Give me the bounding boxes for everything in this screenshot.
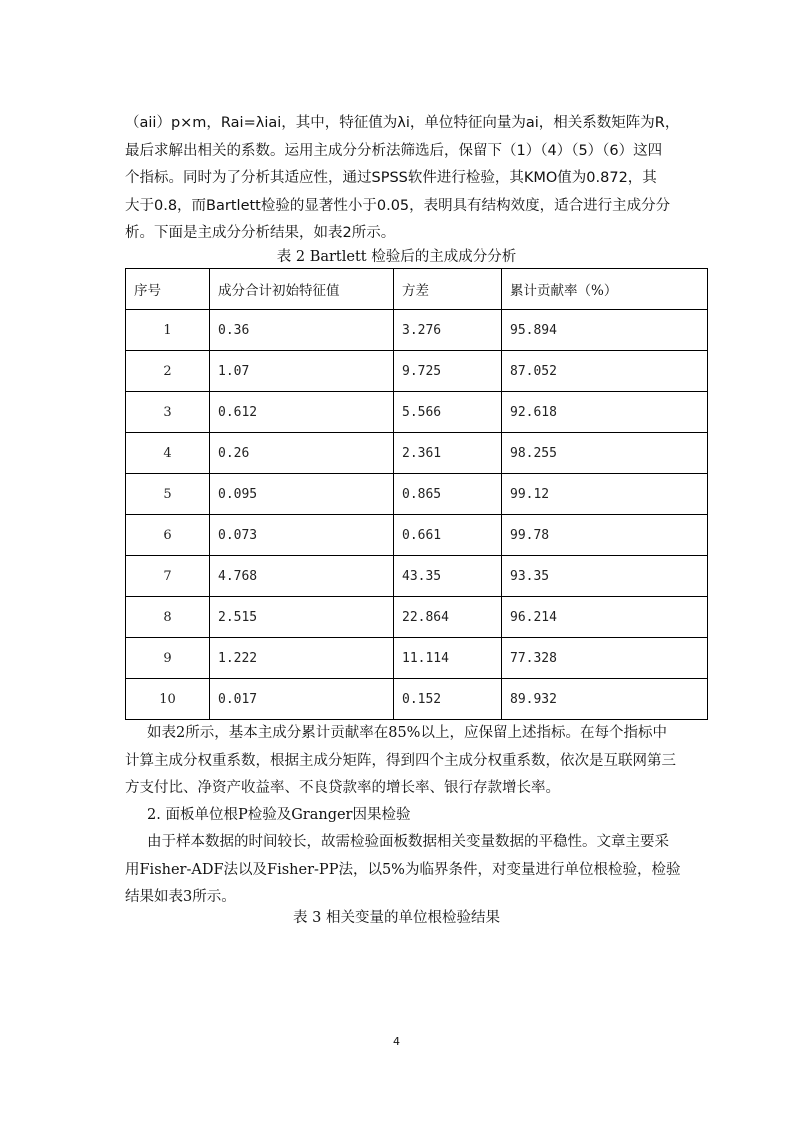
table-row [126,351,708,392]
cell-cumulative: 95.894 [502,310,708,351]
cell-index: 4 [126,433,210,474]
table3-caption: 表 3 相关变量的单位根检验结果 [293,910,500,926]
cell-eigenvalue: 0.26 [210,433,394,474]
intro-line: 最后求解出相关的系数。运用主成分分析法筛选后，保留下（1）（4）（5）（6）这四 [125,142,663,159]
cell-cumulative: 99.78 [502,515,708,556]
table-header-row [126,269,708,310]
analysis-line: 方支付比、净资产收益率、不良贷款率的增长率、银行存款增长率。 [125,780,560,796]
analysis-paragraph [125,720,720,803]
table-row [126,679,708,720]
cell-variance: 9.725 [394,351,502,392]
section-paragraph [125,829,720,912]
header-variance: 方差 [394,269,502,310]
cell-eigenvalue: 0.017 [210,679,394,720]
cell-eigenvalue: 0.095 [210,474,394,515]
cell-index: 9 [126,638,210,679]
table-row [126,556,708,597]
cell-variance: 2.361 [394,433,502,474]
cell-variance: 0.152 [394,679,502,720]
header-cumulative: 累计贡献率（%） [502,269,708,310]
cell-variance: 11.114 [394,638,502,679]
cell-variance: 43.35 [394,556,502,597]
table2 [125,268,708,720]
page-number: 4 [393,1035,400,1048]
cell-cumulative: 92.618 [502,392,708,433]
table-row [126,310,708,351]
cell-eigenvalue: 4.768 [210,556,394,597]
cell-index: 8 [126,597,210,638]
table-row [126,638,708,679]
section-line: 由于样本数据的时间较长，故需检验面板数据相关变量数据的平稳性。文章主要采 [147,834,669,850]
section-line: 结果如表3所示。 [125,889,236,905]
intro-line: 个指标。同时为了分析其适应性，通过SPSS软件进行检验，其KMO值为0.872，其 [125,170,657,186]
cell-index: 6 [126,515,210,556]
intro-line: 析。下面是主成分分析结果，如表2所示。 [125,225,396,241]
cell-variance: 0.865 [394,474,502,515]
table-row [126,597,708,638]
cell-cumulative: 98.255 [502,433,708,474]
cell-eigenvalue: 2.515 [210,597,394,638]
intro-line: 大于0.8，而Bartlett检验的显著性小于0.05，表明具有结构效度，适合进行主成分分 [125,197,671,214]
table-row [126,515,708,556]
analysis-line: 计算主成分权重系数，根据主成分矩阵，得到四个主成分权重系数，依次是互联网第三 [125,752,676,769]
cell-variance: 0.661 [394,515,502,556]
cell-cumulative: 77.328 [502,638,708,679]
header-index: 序号 [126,269,210,310]
cell-cumulative: 89.932 [502,679,708,720]
table-row [126,392,708,433]
intro-line: （aii）p×m，Rai=λiai，其中，特征值为λi，单位特征向量为ai，相关系数矩阵为R， [125,115,680,131]
table-row [126,474,708,515]
cell-eigenvalue: 1.07 [210,351,394,392]
cell-cumulative: 87.052 [502,351,708,392]
cell-index: 5 [126,474,210,515]
cell-eigenvalue: 1.222 [210,638,394,679]
section-heading: 2. 面板单位根P检验及Granger因果检验 [147,807,411,823]
cell-cumulative: 99.12 [502,474,708,515]
table-row [126,433,708,474]
cell-index: 7 [126,556,210,597]
cell-index: 3 [126,392,210,433]
header-eigenvalue: 成分合计初始特征值 [210,269,394,310]
cell-index: 2 [126,351,210,392]
analysis-line: 如表2所示，基本主成分累计贡献率在85%以上，应保留上述指标。在每个指标中 [147,725,667,741]
cell-cumulative: 96.214 [502,597,708,638]
cell-eigenvalue: 0.36 [210,310,394,351]
cell-eigenvalue: 0.073 [210,515,394,556]
table2-caption: 表 2 Bartlett 检验后的主成成分分析 [276,249,517,265]
cell-variance: 5.566 [394,392,502,433]
section-line: 用Fisher-ADF法以及Fisher-PP法，以5%为临界条件，对变量进行单位根检验，检验 [125,861,681,878]
cell-variance: 3.276 [394,310,502,351]
intro-paragraph [125,110,720,248]
cell-index: 1 [126,310,210,351]
cell-eigenvalue: 0.612 [210,392,394,433]
cell-index: 10 [126,679,210,720]
cell-cumulative: 93.35 [502,556,708,597]
cell-variance: 22.864 [394,597,502,638]
